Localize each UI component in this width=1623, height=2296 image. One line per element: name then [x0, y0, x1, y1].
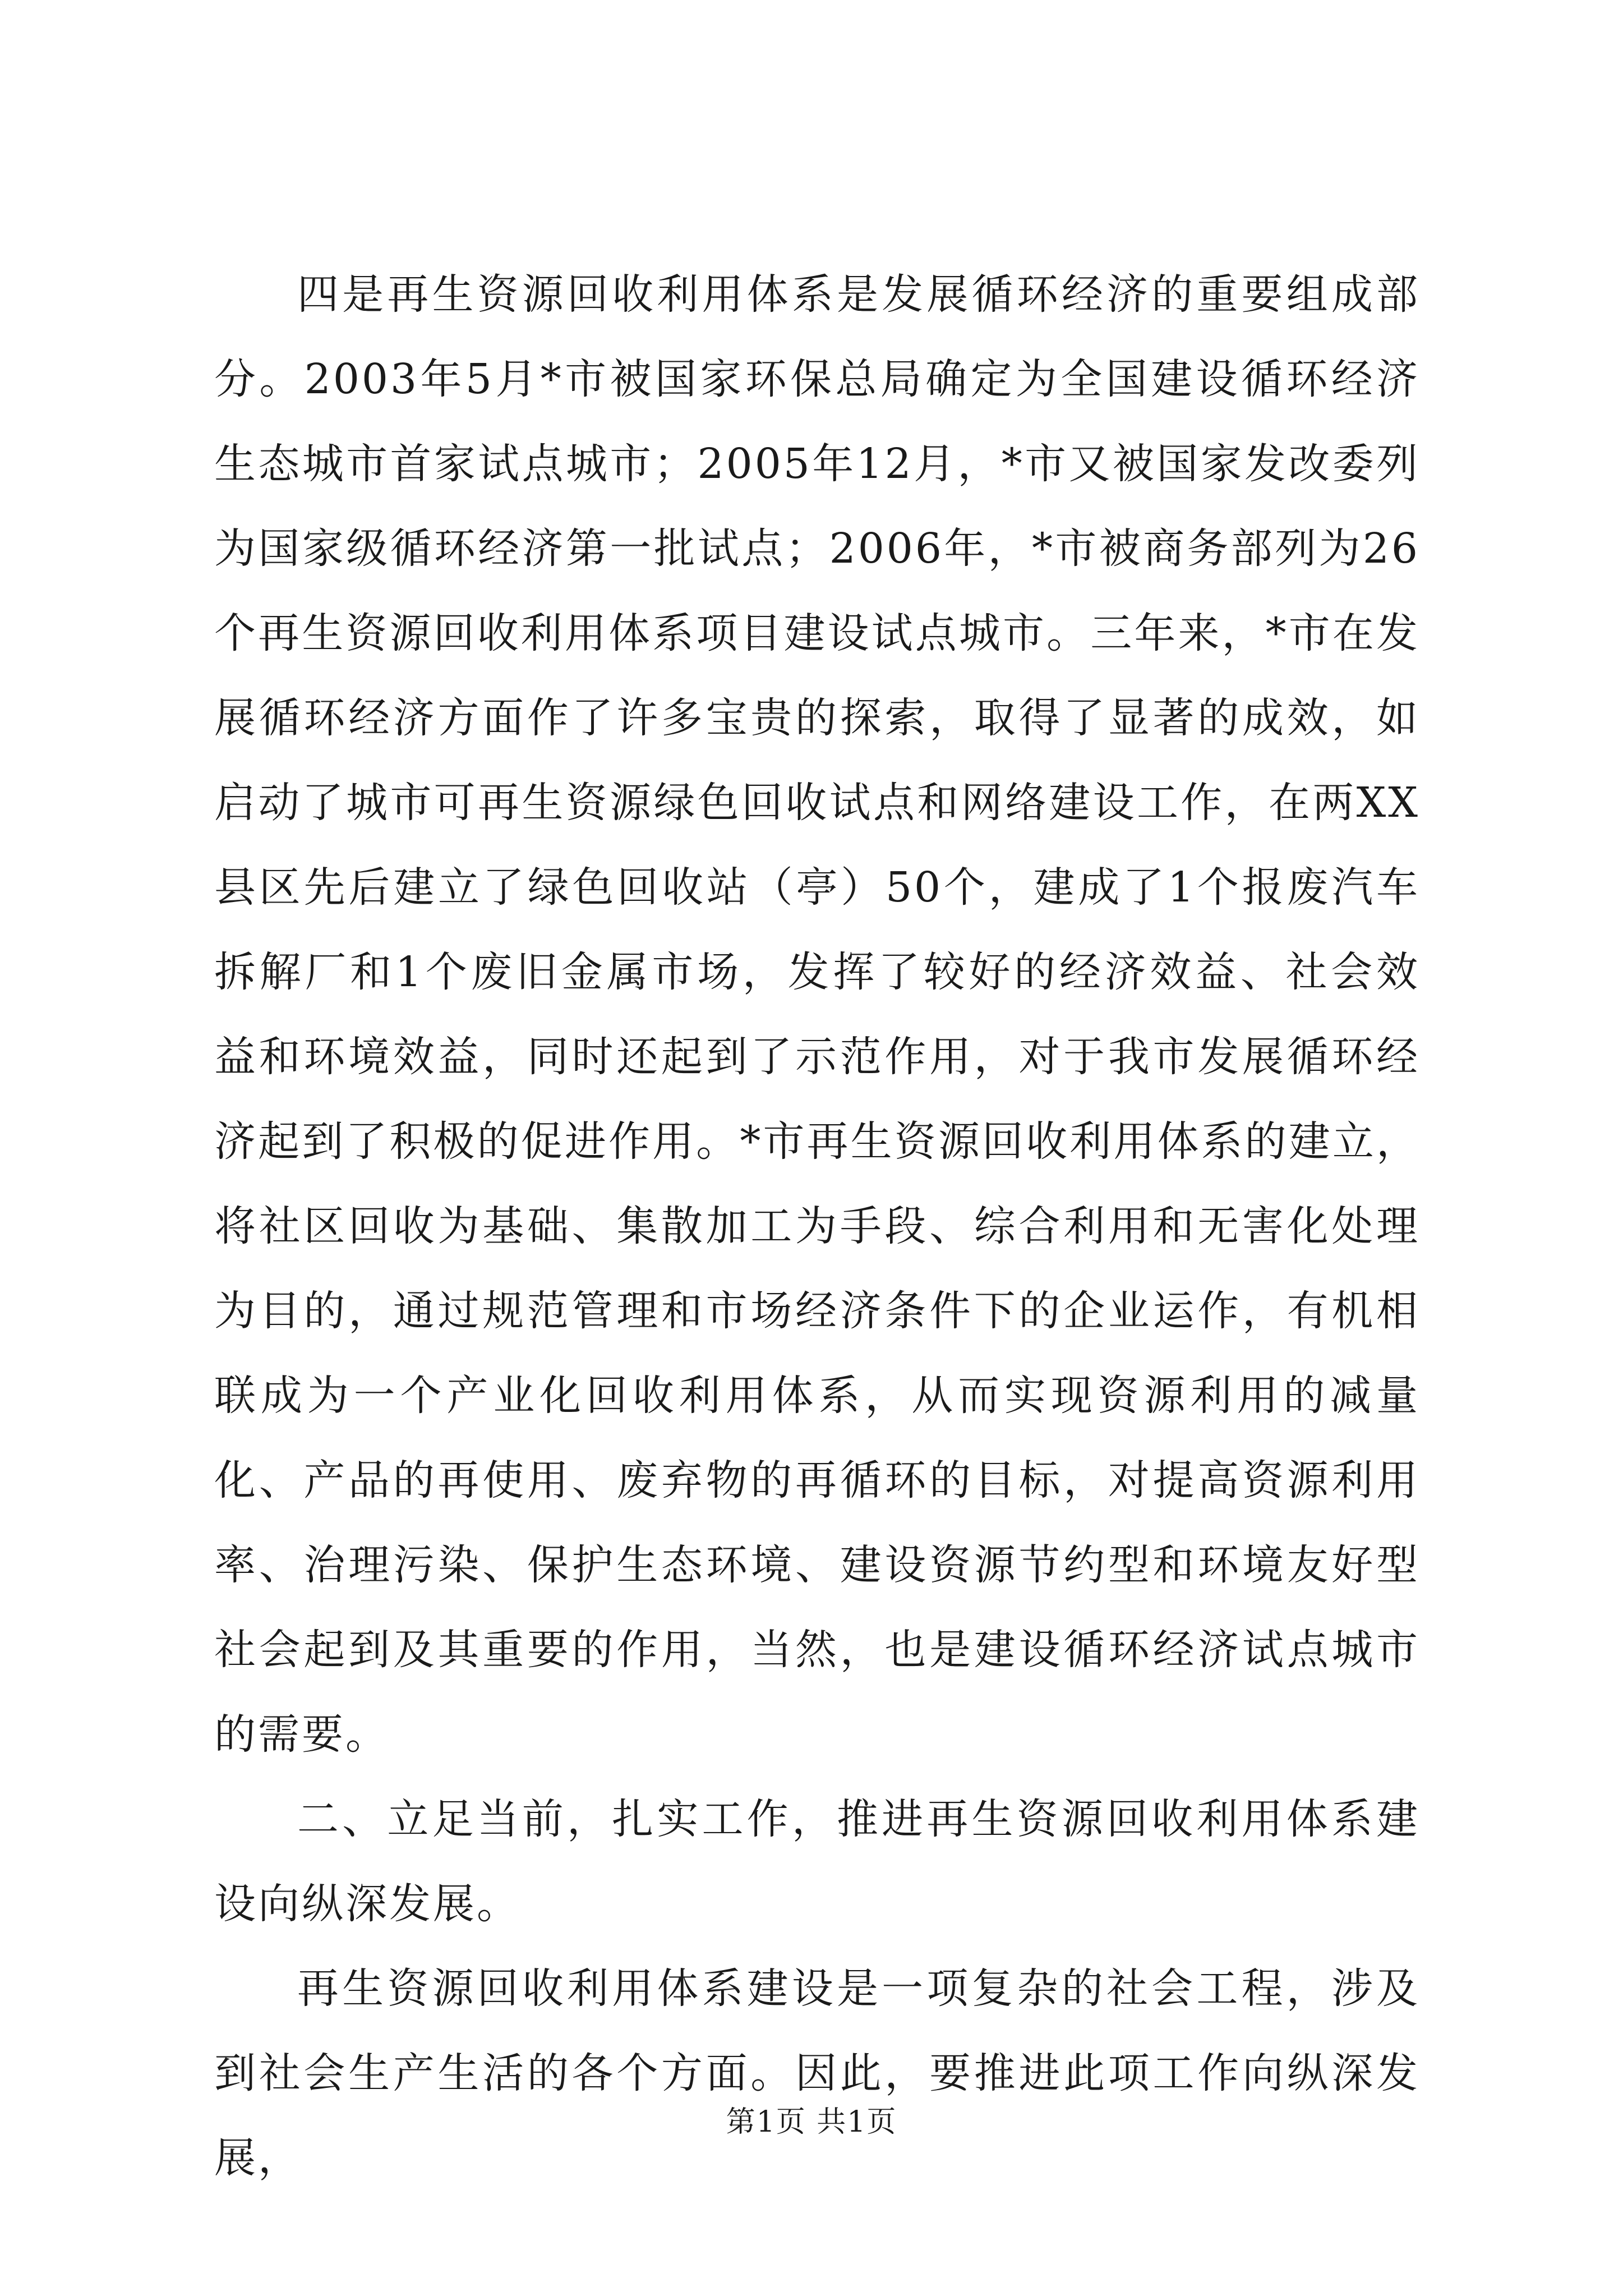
- paragraph-section-two-heading: 二、立足当前，扎实工作，推进再生资源回收利用体系建设向纵深发展。: [214, 1795, 1420, 1928]
- paragraph-recycling-system: 四是再生资源回收利用体系是发展循环经济的重要组成部分。2003年5月*市被国家环保总局确定为全国建设循环经济生态城市首家试点城市；2005年12月，*市又被国家发改委列为国家级循环经济第一批试点；2006年，*市被商务部列为26个再生资源回收利用体系项目建设试点城市。三年来，*市在发展循环经济方面作了许多宝贵的探索，取得了显著的成效，如启动了城市可再生资源绿色回收试点和网络建设工作，在两XX县区先后建立了绿色回收站（亭）50个，建成了1个报废汽车拆解厂和1个废旧金属市场，发挥了较好的经济效益、社会效益和环境效益，同时还起到了示范作用，对于我市发展循环经济起到了积极的促进作用。*市再生资源回收利用体系的建立，将社区回收为基础、集散加工为手段、综合利用和无害化处理为目的，通过规范管理和市场经济条件下的企业运作，有机相联成为一个产业化回收利用体系，从而实现资源利用的减量化、产品的再使用、废弃物的再循环的目标，对提高资源利用率、治理污染、保护生态环境、建设资源节约型和环境友好型社会起到及其重要的作用，当然，也是建设循环经济试点城市的需要。: [214, 270, 1420, 1759]
- page-footer: 第1页 共1页: [726, 2105, 897, 2139]
- paragraph-social-project: 再生资源回收利用体系建设是一项复杂的社会工程，涉及到社会生产生活的各个方面。因此，要推进此项工作向纵深发展，: [214, 1964, 1420, 2182]
- document-body: [214, 252, 1420, 2201]
